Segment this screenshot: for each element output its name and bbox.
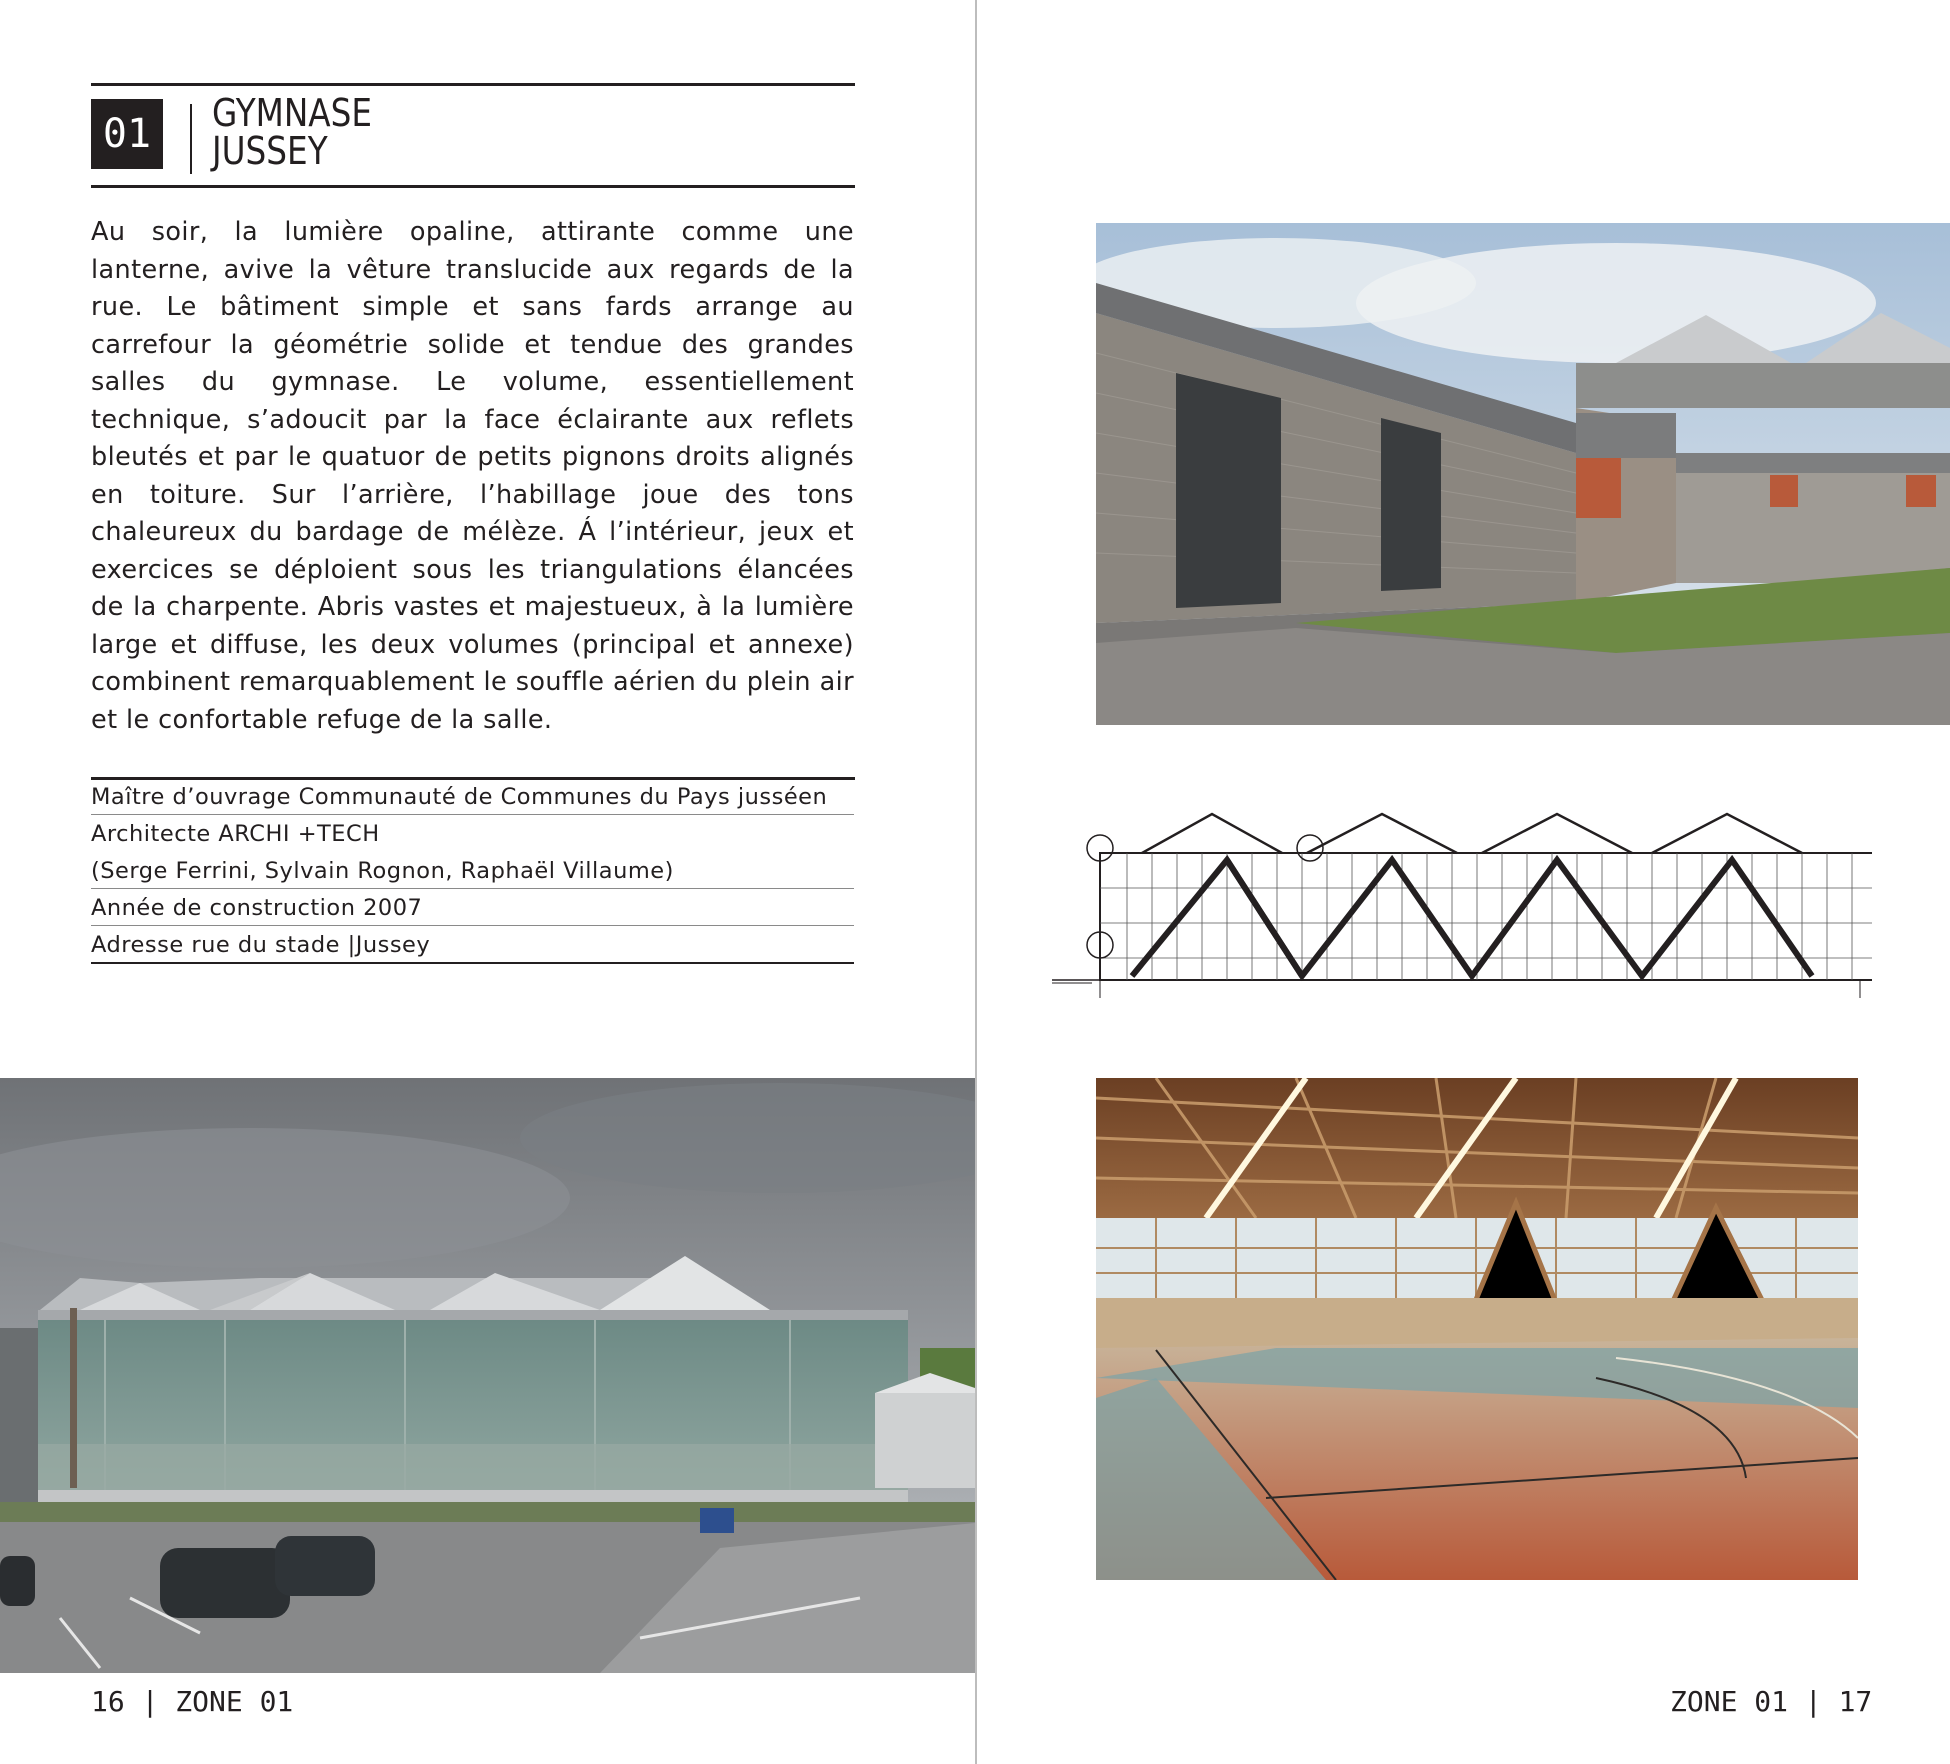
title-line-1: GYMNASE [212,91,373,135]
page-number-right: ZONE 01 | 17 [1670,1685,1873,1718]
title-line-2: JUSSEY [212,129,328,173]
header-bottom-rule [91,185,855,188]
title-separator [190,104,192,174]
section-drawing [1052,808,1872,1004]
body-paragraph: Au soir, la lumière opaline, attirante comme une lanterne, avive la vêture translucide aux regards de la rue. Le bâtiment simple et sans fards arrange au carrefour la géométrie solide et tendue des grandes salles du gymnase. Le volume, essentiellement technique, s’adoucit par la face éclairante aux reflets bleutés et par le quatuor de petits pignons droits alignés en toiture. Sur l’arrière, l’habillage joue des tons chaleureux du bardage de mélèze. Á l’intérieur, jeux et exercices se déploient sous les triangulations élancées de la charpente. Abris vastes et majestueux, à la lumière large et diffuse, les deux volumes (principal et annexe) combinent remarquablement le souffle aérien du plein air et le confortable refuge de la salle. [91,217,854,735]
credits-block [91,778,854,964]
page-spine [975,0,977,1764]
interior-hall-photo [1096,1078,1858,1580]
credit-client: Maître d’ouvrage Communauté de Communes du Pays jusséen [91,778,854,815]
exterior-street-photo [0,1078,975,1673]
credit-architect-names: (Serge Ferrini, Sylvain Rognon, Raphaël Villaume) [91,852,854,889]
page-title [212,91,373,173]
credit-architect: Architecte ARCHI +TECH [91,821,380,847]
header-top-rule [91,83,855,86]
credit-address: Adresse rue du stade |Jussey [91,926,854,964]
exterior-wood-photo [1096,223,1950,725]
credit-year: Année de construction 2007 [91,889,854,926]
section-number: 01 [91,99,163,169]
page-number-left: 16 | ZONE 01 [91,1685,294,1718]
